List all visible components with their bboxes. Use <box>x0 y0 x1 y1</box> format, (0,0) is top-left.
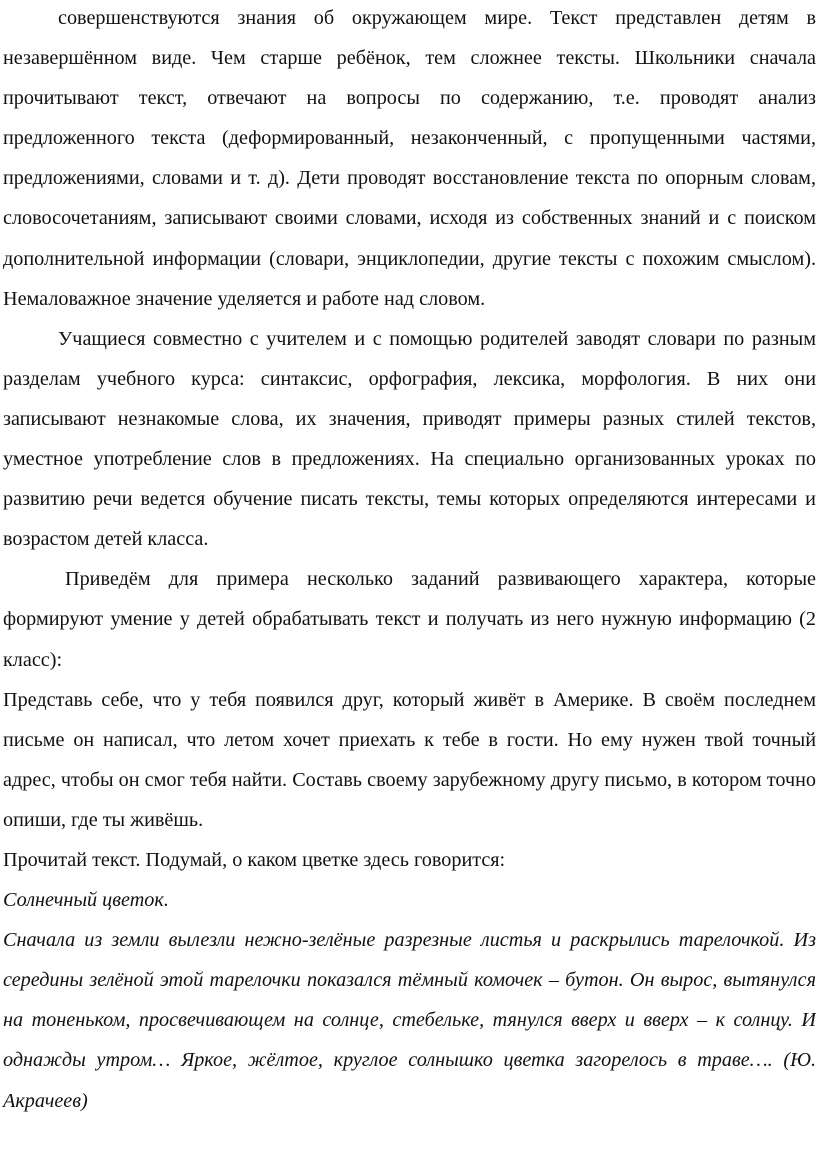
story-title: Солнечный цветок. <box>3 889 169 912</box>
story-text: Сначала из земли вылезли нежно-зелёные разрезные листья и раскрылись тарелочкой. Из середины зелёной этой тарелочки показался тёмный комочек – бутон. Он вырос, вытянулся на тоненьком, просвечивающем на солнце, стебельке, тянулся вверх и вверх – к солнцу. И однажды утром… Яркое, жёлтое, круглое солнышко цветка загорелось в траве…. (Ю. Акрачеев) <box>3 929 816 1112</box>
paragraph-1: совершенствуются знания об окружающем мире. Текст представлен детям в незавершённом виде. Чем старше ребёнок, тем сложнее тексты. Школьники сначала прочитывают текст, отвечают на вопросы по содержанию, т.е. проводят анализ предложенного текста (деформированный, незаконченный, с пропущенными частями, предложениями, словами и т. д). Дети проводят восстановление текста по опорным словам, словосочетаниям, записывают своими словами, исходя из собственных знаний и с поиском дополнительной информации (словари, энциклопедии, другие тексты с похожим смыслом). Немаловажное значение уделяется и работе над словом. <box>3 7 816 310</box>
paragraph-3: Приведём для примера несколько заданий развивающего характера, которые формируют умение у детей обрабатывать текст и получать из него нужную информацию (2 класс): <box>3 568 816 671</box>
paragraph-2: Учащиеся совместно с учителем и с помощью родителей заводят словари по разным разделам учебного курса: синтаксис, орфография, лексика, морфология. В них они записывают незнакомые слова, их значения, приводят примеры разных стилей текстов, уместное употребление слов в предложениях. На специально организованных уроках по развитию речи ведется обучение писать тексты, темы которых определяются интересами и возрастом детей класса. <box>3 327 816 551</box>
task-1-text: Представь себе, что у тебя появился друг, который живёт в Америке. В своём последнем письме он написал, что летом хочет приехать к тебе в гости. Но ему нужен твой точный адрес, чтобы он смог тебя найти. Составь своему зарубежному другу письмо, в котором точно опиши, где ты живёшь. <box>3 688 816 831</box>
task-2-instruction: Прочитай текст. Подумай, о каком цветке здесь говорится: <box>3 848 506 871</box>
